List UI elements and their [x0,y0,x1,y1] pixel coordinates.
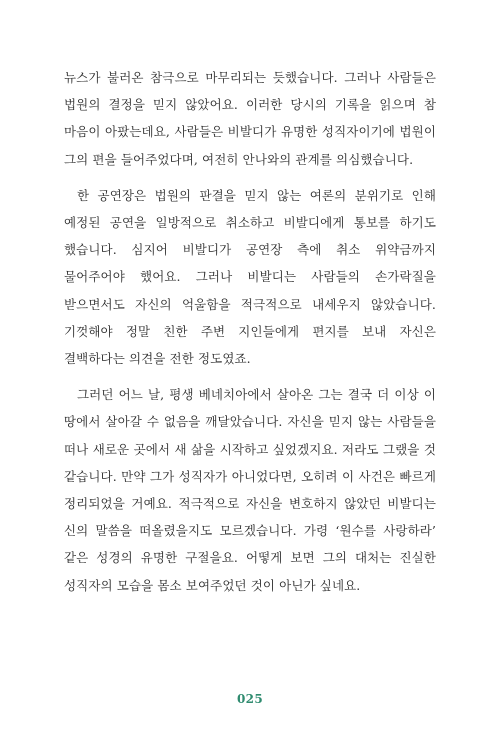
paragraph-2: 한 공연장은 법원의 판결을 믿지 않는 여론의 분위기로 인해 예정된 공연을 일방적으로 취소하고 비발디에게 통보를 하기도 했습니다. 심지어 비발디가 공연장 측에 취소 위약금까지 물어주어야 했어요. 그러나 비발디는 사람들의 손가락질을 받으면서도 자신의 억울함을 적극적으로 내세우지 않았습니다. 기껏해야 정말 친한 주변 지인들에게 편지를 보내 자신은 결백하다는 의견을 전한 정도였죠. [64,187,436,367]
page-number: 025 [237,692,263,706]
paragraph-3: 그러던 어느 날, 평생 베네치아에서 살아온 그는 결국 더 이상 이 땅에서 살아갈 수 없음을 깨달았습니다. 자신을 믿지 않는 사람들을 떠나 새로운 곳에서 새 삶을 시작하고 싶었겠지요. 저라도 그랬을 것 같습니다. 만약 그가 성직자가 아니었다면, 오히려 이 사건은 빠르게 정리되었을 거예요. 적극적으로 자신을 변호하지 않았던 비발디는 신의 말씀을 떠올렸을지도 모르겠습니다. 가령 ‘원수를 사랑하라’ 같은 성경의 유명한 구절을요. 어떻게 보면 그의 대처는 진실한 성직자의 모습을 몸소 보여주었던 것이 아닌가 싶네요. [64,387,436,593]
body-text [64,64,436,608]
paragraph-1: 뉴스가 불러온 참극으로 마무리되는 듯했습니다. 그러나 사람들은 법원의 결정을 믿지 않았어요. 이러한 당시의 기록을 읽으며 참 마음이 아팠는데요, 사람들은 비발디가 유명한 성직자이기에 법원이 그의 편을 들어주었다며, 여전히 안나와의 관계를 의심했습니다. [64,70,436,167]
